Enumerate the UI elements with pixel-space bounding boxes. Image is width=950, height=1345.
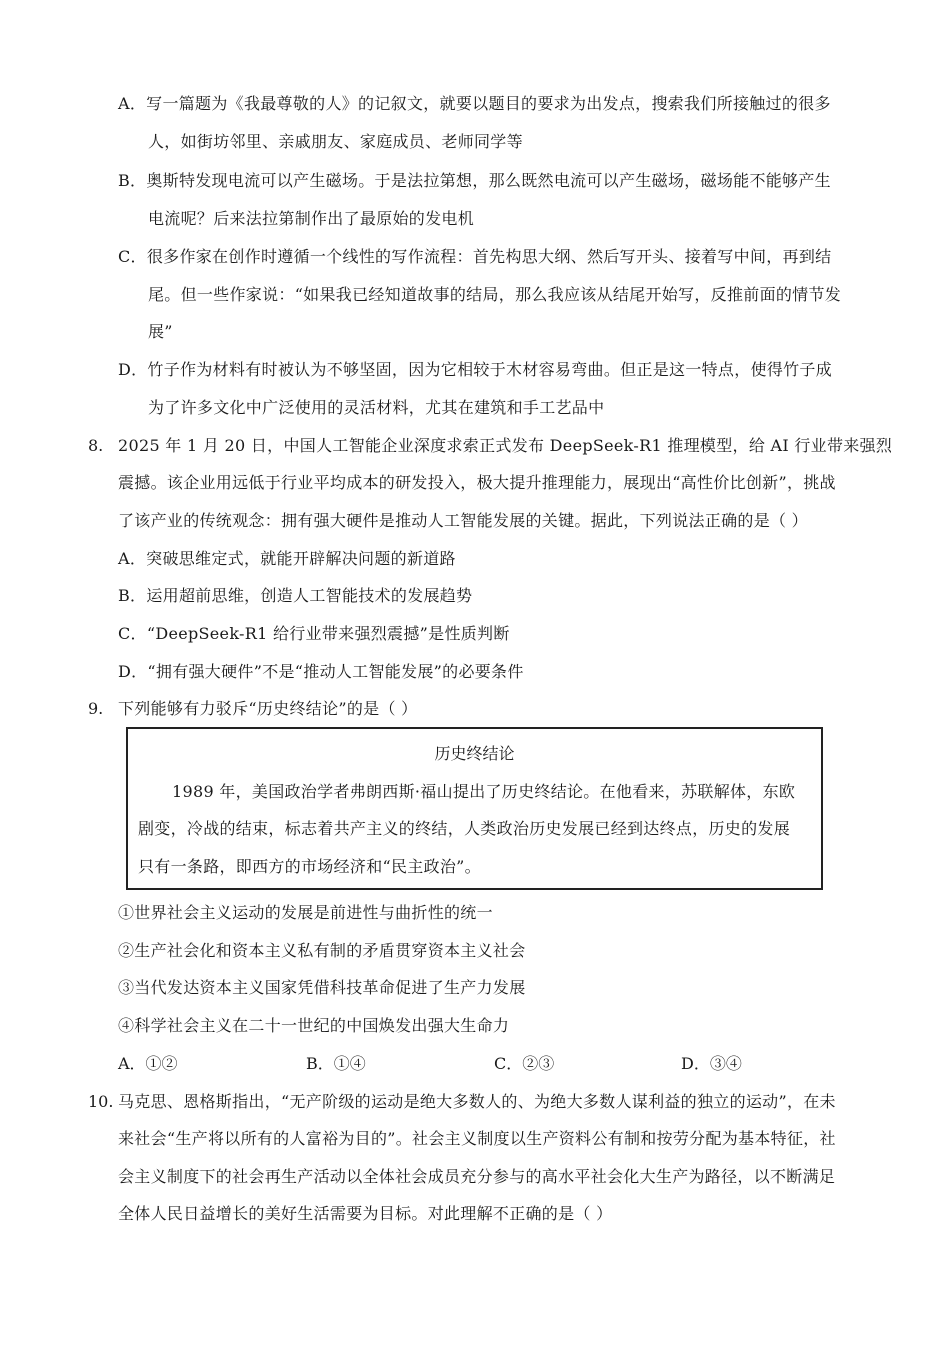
q9-choice-d: D．③④ [681, 1054, 742, 1073]
q9-stem: 下列能够有力驳斥“历史终结论”的是（ ） [118, 699, 418, 718]
q7-option-b-line1: B．奥斯特发现电流可以产生磁场。于是法拉第想，那么既然电流可以产生磁场，磁场能不能够产生 [118, 171, 831, 190]
q9-statement-4: ④科学社会主义在二十一世纪的中国焕发出强大生命力 [118, 1016, 510, 1035]
q10-stem-line2: 来社会“生产将以所有的人富裕为目的”。社会主义制度以生产资料公有制和按劳分配为基本特征，社 [118, 1129, 836, 1148]
q8-option-c: C．“DeepSeek-R1 给行业带来强烈震撼”是性质判断 [118, 624, 510, 643]
q8-number: 8. [88, 436, 104, 455]
q9-statement-2: ②生产社会化和资本主义私有制的矛盾贯穿资本主义社会 [118, 941, 526, 960]
q9-box-line2: 剧变，冷战的结束，标志着共产主义的终结，人类政治历史发展已经到达终点，历史的发展 [138, 819, 791, 838]
q10-stem-line4: 全体人民日益增长的美好生活需要为目标。对此理解不正确的是（ ） [118, 1204, 613, 1223]
q8-option-b: B．运用超前思维，创造人工智能技术的发展趋势 [118, 586, 473, 605]
q7-option-c-line3: 展” [148, 322, 173, 341]
q8-stem-line2: 震撼。该企业用远低于行业平均成本的研发投入，极大提升推理能力，展现出“高性价比创新”，挑战 [118, 473, 836, 492]
q7-option-b-line2: 电流呢？后来法拉第制作出了最原始的发电机 [148, 209, 475, 228]
q8-stem-line1: 2025 年 1 月 20 日，中国人工智能企业深度求索正式发布 DeepSeek-R1 推理模型，给 AI 行业带来强烈 [118, 436, 893, 455]
q9-box-title: 历史终结论 [434, 744, 515, 763]
q9-box-line3: 只有一条路，即西方的市场经济和“民主政治”。 [138, 857, 481, 876]
q7-option-d-line2: 为了许多文化中广泛使用的灵活材料，尤其在建筑和手工艺品中 [148, 398, 605, 417]
q10-stem-line3: 会主义制度下的社会再生产活动以全体社会成员充分参与的高水平社会化大生产为路径，以不断满足 [118, 1167, 836, 1186]
q9-statement-1: ①世界社会主义运动的发展是前进性与曲折性的统一 [118, 903, 493, 922]
q7-option-a-line2: 人，如街坊邻里、亲戚朋友、家庭成员、老师同学等 [148, 132, 523, 151]
q10-number: 10. [88, 1092, 114, 1111]
q8-option-d: D．“拥有强大硬件”不是“推动人工智能发展”的必要条件 [118, 662, 524, 681]
q7-option-c-line2: 尾。但一些作家说：“如果我已经知道故事的结局，那么我应该从结尾开始写，反推前面的情节发 [148, 285, 842, 304]
q8-option-a: A．突破思维定式，就能开辟解决问题的新道路 [118, 549, 456, 568]
q9-number: 9. [88, 699, 104, 718]
q9-choice-b: B．①④ [306, 1054, 366, 1073]
q9-choice-a: A．①② [118, 1054, 178, 1073]
q10-stem-line1: 马克思、恩格斯指出，“无产阶级的运动是绝大多数人的、为绝大多数人谋利益的独立的运动”，在未 [118, 1092, 836, 1111]
q9-statement-3: ③当代发达资本主义国家凭借科技革命促进了生产力发展 [118, 978, 526, 997]
q9-choice-c: C．②③ [494, 1054, 555, 1073]
q7-option-c-line1: C．很多作家在创作时遵循一个线性的写作流程：首先构思大纲、然后写开头、接着写中间，再到结 [118, 247, 832, 266]
q8-stem-line3: 了该产业的传统观念：拥有强大硬件是推动人工智能发展的关键。据此，下列说法正确的是（ ） [118, 511, 808, 530]
q9-box-line1: 1989 年，美国政治学者弗朗西斯·福山提出了历史终结论。在他看来，苏联解体，东欧 [172, 782, 796, 801]
q7-option-d-line1: D．竹子作为材料有时被认为不够坚固，因为它相较于木材容易弯曲。但正是这一特点，使得竹子成 [118, 360, 833, 379]
q7-option-a-line1: A．写一篇题为《我最尊敬的人》的记叙文，就要以题目的要求为出发点，搜索我们所接触过的很多 [118, 94, 831, 113]
q9-material-box [126, 727, 823, 890]
